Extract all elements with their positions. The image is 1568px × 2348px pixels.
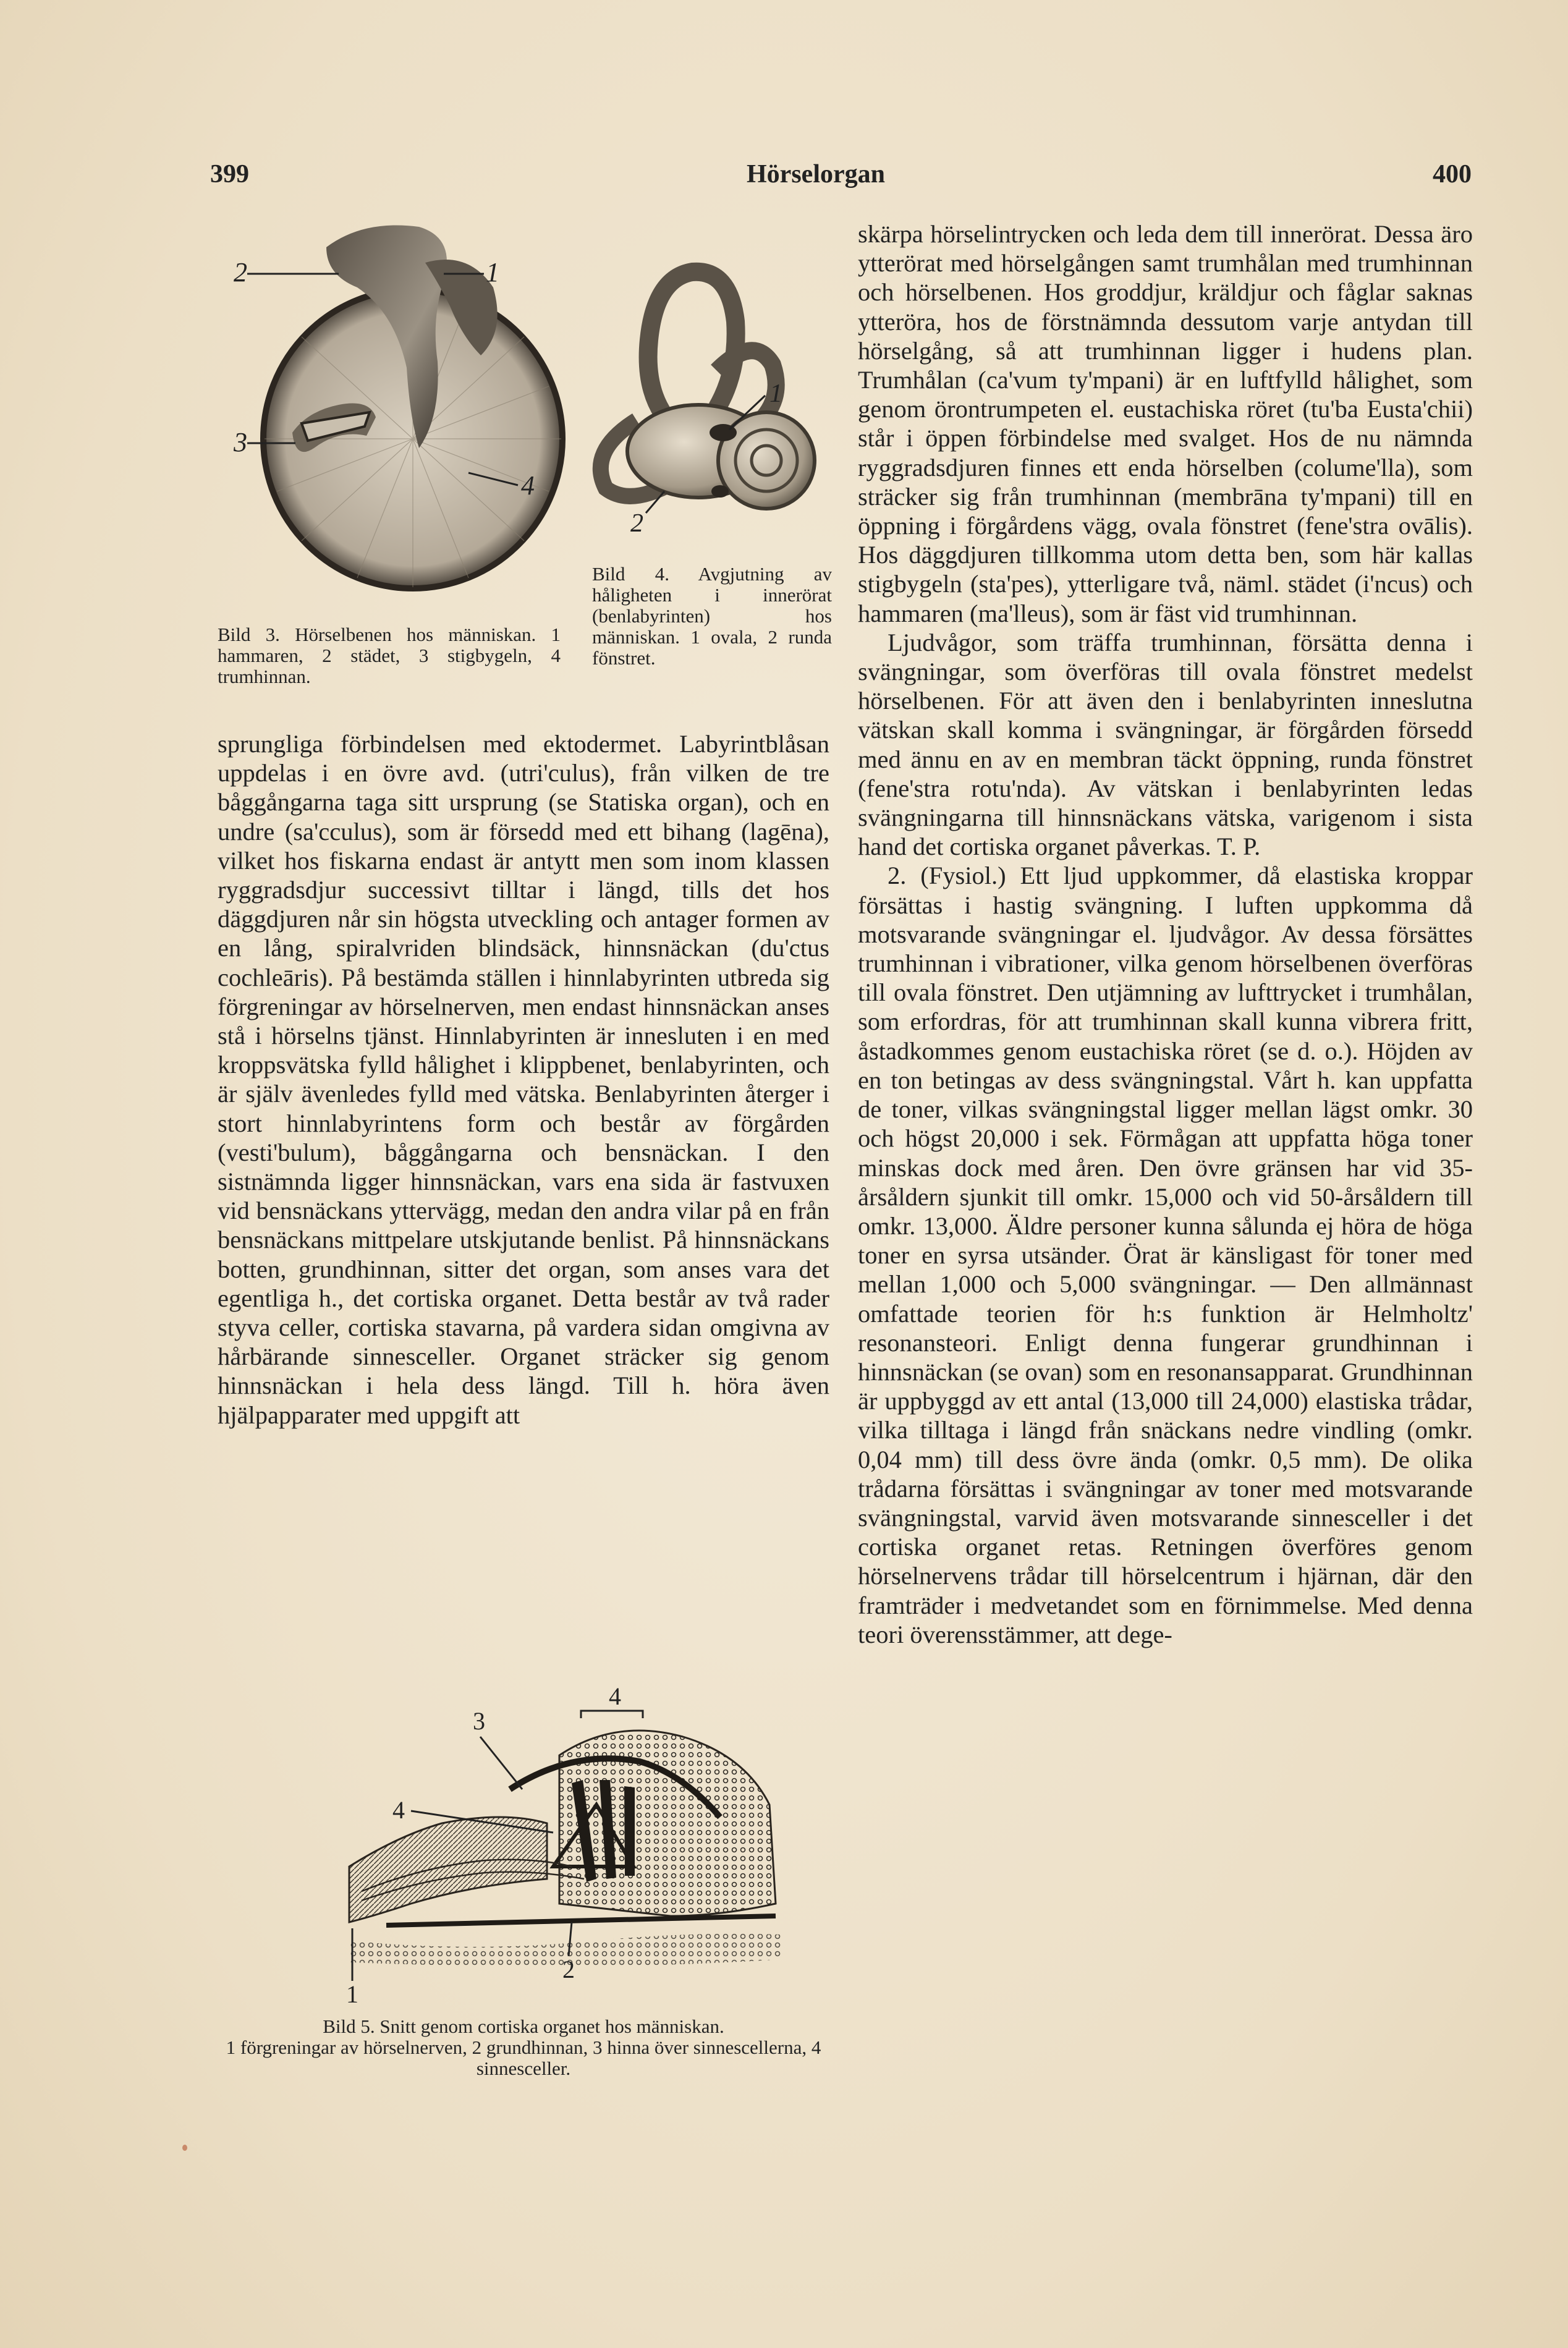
bony-shelf-shape <box>349 1817 547 1922</box>
page-number-left: 399 <box>210 160 249 189</box>
figure-5-organ-of-corti <box>346 1681 782 2009</box>
left-column <box>218 729 829 1430</box>
page-number-right: 400 <box>1433 160 1472 189</box>
ink-spot <box>182 2145 187 2151</box>
fig5-label-3: 3 <box>473 1707 485 1735</box>
fig3-label-1: 1 <box>486 257 499 287</box>
fig4-label-1: 1 <box>769 379 782 408</box>
fig3-label-2: 2 <box>234 257 247 287</box>
figure-3-caption: Bild 3. Hörselbenen hos människan. 1 hammaren, 2 städet, 3 stigbygeln, 4 trumhinnan. <box>218 624 561 687</box>
figure-5-caption <box>218 2016 829 2079</box>
right-paragraph-3: 2. (Fysiol.) Ett ljud uppkommer, då elastiska kroppar försättas i hastig svängning. I luften uppkomma då motsvarande svängningar el. ljudvågor. Av dessa försättes trumhinnan i vibrationer, vilka genom hörselbenen överföras till ovala fönstret. Den utjämning av lufttrycket i trumhålan, som erfordras, för att trumhinnan skall kunna vibrera fritt, åstadkommes genom eustachiska röret (se d. o.). Höjden av en ton betingas av dess svängningstal. Vårt h. kan uppfatta de toner, vilkas svängningstal ligger mellan lägst omkr. 30 och högst 20,000 i sek. Förmågan att uppfatta höga toner minskas dock med åren. Den övre gränsen har vid 35-årsåldern sjunkit till omkr. 15,000 och vid 50-årsåldern till omkr. 13,000. Äldre personer kunna sålunda ej höra de höga toner en syrsa utsänder. Örat är känsligast för toner med mellan 1,000 och 5,000 svängningar. — Den allmännast omfattade teorien för h:s funktion är Helmholtz' resonansteori. Enligt denna fungerar grundhinnan i hinnsnäckan (se ovan) som en resonansapparat. Grundhinnan är uppbyggd av ett antal (13,000 till 24,000) elastiska trådar, vilka tilltaga i längd från snäckans nedre vindling (omkr. 0,04 mm) till dess övre ända (omkr. 0,5 mm). De olika trådarna försättas i svängningar av toner med motsvarande svängningstal, varvid även motsvarande sinnesceller i det cortiska organet retas. Retningen överföres genom hörselnervens trådar till hörselcentrum i hjärnan, där den framträder i medvetandet som en förnimmelse. Med denna teori överensstämmer, att dege- <box>858 862 1473 1648</box>
right-paragraph-2: Ljudvågor, som träffa trumhinnan, försätta denna i svängningar, som överföras till ovala fönstret medelst hörselbenen. För att även den i benlabyrinten inneslutna vätskan skall komma i svängningar, är förgården försedd med ännu en av en membran täckt öppning, runda fönstret (fene'stra rotu'nda). Av vätskan i benlabyrinten ledas svängningarna till hinnsnäckans vätska, varigenom i sista hand det cortiska organet påverkas. T. P. <box>858 628 1473 861</box>
fig5-label-1: 1 <box>346 1980 358 2008</box>
round-window-shape <box>711 485 729 498</box>
fig5-label-4-left: 4 <box>392 1796 405 1824</box>
right-column <box>858 219 1473 1649</box>
figure-5-caption-line-2: 1 förgreningar av hörselnerven, 2 grundhinnan, 3 hinna över sinnescellerna, 4 sinnesceller. <box>226 2036 821 2079</box>
right-paragraph-1: skärpa hörselintrycken och leda dem till innerörat. Dessa äro ytterörat med hörselgången samt trumhålan med trumhinnan och hörselbenen. Hos groddjur, kräldjur och fåglar saknas ytteröra, hos de förstnämnda dessutom varje antydan till hörselgång, så att trumhinnan ligger i hudens plan. Trumhålan (ca'vum ty'mpani) är en luftfylld hålighet, som genom örontrumpeten el. eustachiska röret (tu'ba Eusta'chii) står i öppen förbindelse med svalget. Hos de nu nämnda ryggradsdjuren finnes ett enda hörselben (colume'lla), som sträcker sig från trumhinnan (membrāna ty'mpani) till en öppning i förgårdens vägg, ovala fönstret (fene'stra ovālis). Hos däggdjuren tillkomma utom detta ben, som här kallas stigbygeln (sta'pes), ytterligare två, näml. städet (i'ncus) och hammaren (ma'lleus), som är fäst vid trumhinnan. <box>858 220 1473 627</box>
basilar-membrane-shape <box>386 1916 776 1925</box>
fig5-label-2: 2 <box>562 1956 575 1983</box>
figure-4-labyrinth <box>569 247 828 550</box>
figure-3-ossicles <box>234 213 580 609</box>
fig3-label-3: 3 <box>234 427 247 457</box>
page-title: Hörselorgan <box>747 160 885 189</box>
figure-5-caption-line-1: Bild 5. Snitt genom cortiska organet hos människan. <box>323 2015 724 2037</box>
left-paragraph-1: sprungliga förbindelsen med ektodermet. Labyrintblåsan uppdelas i en övre avd. (utri'culus), från vilken de tre båggångarna taga sitt ursprung (se Statiska organ), och en undre (sa'cculus), som är försedd med ett bihang (lagēna), vilket hos fiskarna endast är antytt men som inom klassen ryggradsdjur successivt tilltar i längd, tills det hos däggdjuren når sin högsta utveckling och antager formen av en lång, spiralvriden blindsäck, hinnsnäckan (du'ctus cochleāris). På bestämda ställen i hinnlabyrinten utbreda sig förgreningar av hörselnerven, men endast hinnsnäckan anses stå i hörselns tjänst. Hinnlabyrinten är innesluten i en med kroppsvätska fylld hålighet i klippbenet, benlabyrinten, och är själv ävenledes fylld med vätska. Benlabyrinten återger i stort hinnlabyrintens form och består av förgården (vesti'bulum), båggångarna och bensnäckan. I den sistnämnda ligger hinnsnäckan, vars ena sida är fastvuxen vid bensnäckans yttervägg, medan den andra vilar på en från bensnäckans mittpelare utskjutande benlist. På hinnsnäckans botten, grundhinnan, sitter det organ, som anses vara det egentliga h., det cortiska organet. Detta består av två rader styva celler, cortiska stavarna, på vardera sidan omgivna av hårbärande sinnesceller. Organet sträcker sig genom hinnsnäckan i hela dess längd. Till h. höra även hjälpapparater med uppgift att <box>218 730 829 1429</box>
fig4-label-2: 2 <box>630 509 643 538</box>
fig5-label-4-top: 4 <box>609 1682 621 1710</box>
fig3-label-4: 4 <box>521 470 535 501</box>
figure-4-caption: Bild 4. Avgjutning av håligheten i innerörat (benlabyrinten) hos människan. 1 ovala, 2 runda fönstret. <box>592 563 832 669</box>
